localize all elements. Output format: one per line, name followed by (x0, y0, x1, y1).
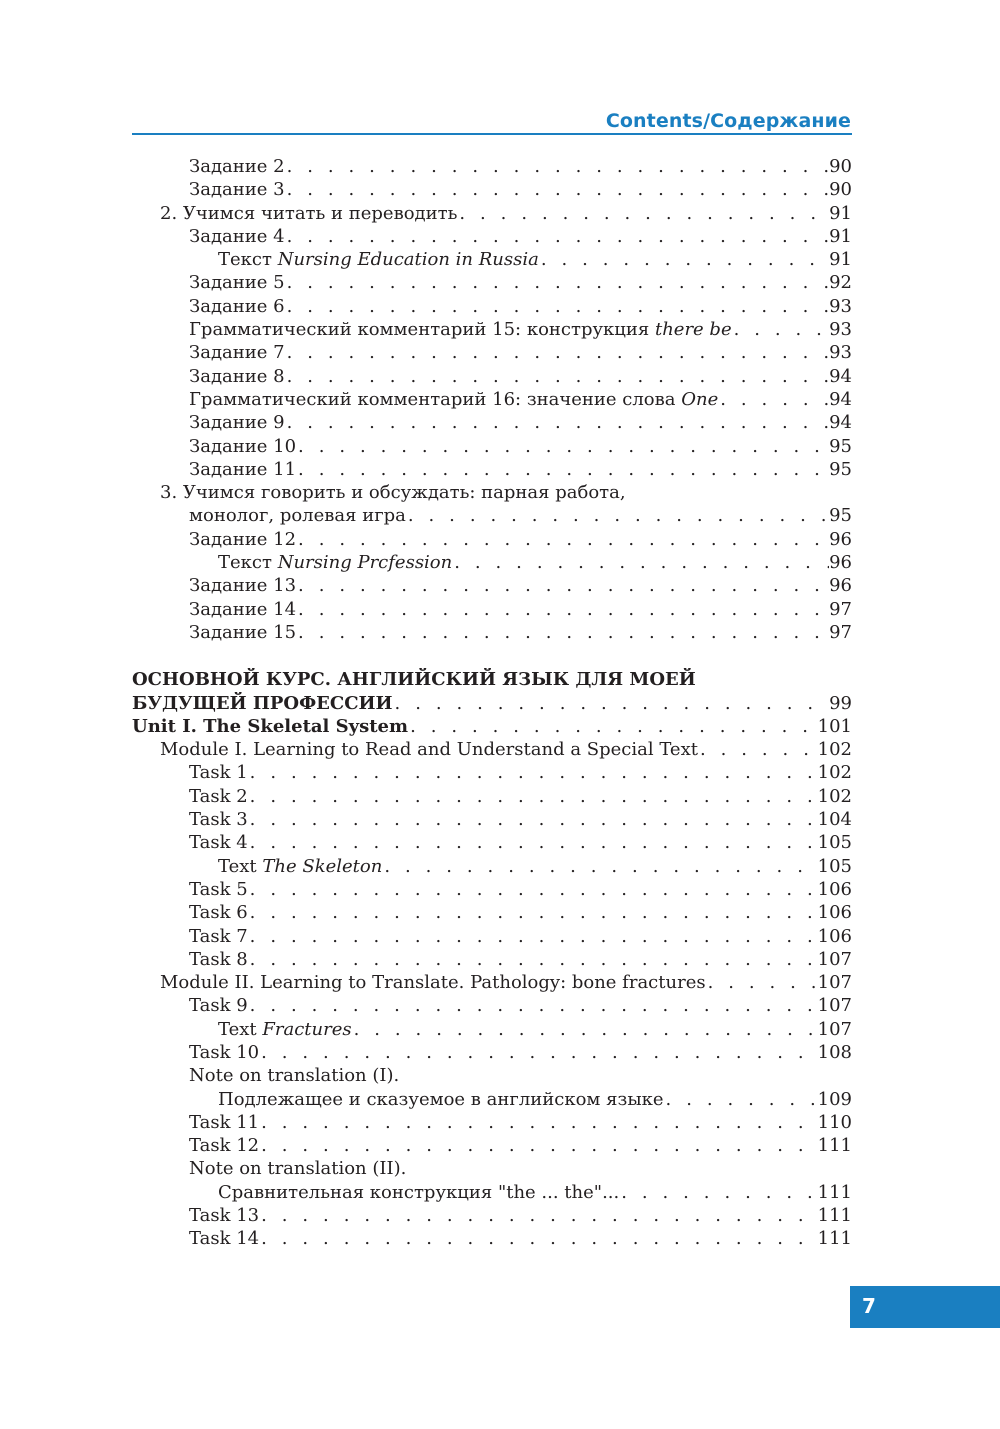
toc-entry-label-text: Task 11 (189, 1111, 260, 1133)
toc-entry-label (189, 318, 732, 341)
dot-leader (285, 271, 830, 294)
toc-entry-label-text: 2. Учимся читать и переводить (160, 202, 458, 224)
toc-entry-label (189, 341, 285, 364)
toc-entry[interactable] (132, 388, 852, 411)
dot-leader (259, 1204, 818, 1227)
toc-entry-page-number: 111 (817, 1181, 852, 1203)
dot-leader (248, 901, 818, 924)
toc-entry-label (132, 668, 696, 691)
toc-entry-label-text: Текст (218, 249, 272, 271)
toc-entry[interactable] (132, 1064, 852, 1087)
toc-entry-label (218, 551, 452, 574)
toc-entry-page-number: 105 (817, 855, 852, 877)
toc-entry[interactable] (132, 715, 852, 738)
toc-entry-label-text: Задание 7 (189, 342, 285, 364)
toc-entry-italic-title: The Skeleton (262, 855, 383, 877)
toc-entry[interactable] (132, 948, 852, 971)
toc-entry-label (160, 202, 457, 225)
toc-entry-label-text: Грамматический комментарий 16: значение слова (189, 388, 676, 410)
toc-entry-label-text: Task 14 (189, 1228, 260, 1250)
section-gap (132, 644, 852, 668)
toc-entry-page-number: 107 (817, 995, 852, 1017)
toc-entry[interactable] (132, 528, 852, 551)
toc-entry[interactable] (132, 202, 852, 225)
toc-entry-label-text: Задание 13 (189, 575, 297, 597)
toc-entry[interactable] (132, 668, 852, 691)
dot-leader (248, 785, 818, 808)
dot-leader (664, 1088, 818, 1111)
toc-entry-label-text: Note on translation (II). (189, 1158, 407, 1180)
toc-entry-label (189, 1064, 399, 1087)
toc-entry-page-number: 91 (829, 249, 852, 271)
toc-entry-page-number: 105 (817, 832, 852, 854)
dot-leader (296, 528, 829, 551)
dot-leader (285, 411, 830, 434)
dot-leader (285, 155, 830, 178)
toc-entry-label (218, 1181, 619, 1204)
toc-entry-label (189, 155, 285, 178)
toc-entry-page-number: 90 (829, 179, 852, 201)
toc-entry[interactable] (132, 971, 852, 994)
toc-entry-page-number: 93 (829, 295, 852, 317)
toc-entry-label (189, 785, 248, 808)
toc-entry-label (189, 295, 285, 318)
toc-entry-label (189, 925, 248, 948)
toc-entry-page-number: 109 (817, 1088, 852, 1110)
toc-entry-label-text: Задание 12 (189, 528, 297, 550)
toc-entry-label-text: 3. Учимся говорить и обсуждать: парная работа, (160, 482, 626, 504)
toc-entry-label (132, 692, 393, 715)
toc-entry-label-text: Text (218, 1018, 257, 1040)
toc-entry-label (189, 458, 296, 481)
toc-entry-label-text: Задание 8 (189, 365, 285, 387)
toc-entry-label-text: Задание 11 (189, 458, 297, 480)
toc-entry-label-text: БУДУЩЕЙ ПРОФЕССИИ (132, 692, 393, 714)
toc-entry-label-text: Text (218, 855, 257, 877)
toc-entry[interactable] (132, 598, 852, 621)
toc-entry-page-number: 94 (829, 412, 852, 434)
dot-leader (296, 458, 829, 481)
toc-entry-page-number: 94 (829, 388, 852, 410)
toc-entry-label (189, 1227, 259, 1250)
toc-entry-label-text: Задание 10 (189, 435, 297, 457)
toc-entry[interactable] (132, 1088, 852, 1111)
toc-entry-italic-title: Nursing Education in Russia (277, 249, 539, 271)
toc-entry-label (189, 878, 248, 901)
toc-entry-page-number: 97 (829, 598, 852, 620)
toc-entry-label-text: Task 7 (189, 925, 248, 947)
toc-entry-page-number: 90 (829, 156, 852, 177)
toc-entry[interactable] (132, 341, 852, 364)
dot-leader (259, 1111, 818, 1134)
dot-leader (296, 435, 829, 458)
toc-entry-label-text: Task 2 (189, 785, 248, 807)
toc-entry-page-number: 106 (817, 878, 852, 900)
toc-entry-label (189, 574, 296, 597)
dot-leader (259, 1041, 818, 1064)
toc-entry-label (189, 435, 296, 458)
toc-entry-label-text: ОСНОВНОЙ КУРС. АНГЛИЙСКИЙ ЯЗЫК ДЛЯ МОЕЙ (132, 669, 696, 691)
toc-entry-label (189, 621, 296, 644)
toc-entry-page-number: 96 (829, 552, 852, 574)
toc-entry[interactable] (132, 1111, 852, 1134)
toc-entry-label-text: Task 3 (189, 809, 248, 831)
toc-entry-page-number: 92 (829, 272, 852, 294)
toc-entry[interactable] (132, 155, 852, 178)
toc-entry[interactable] (132, 225, 852, 248)
running-header-title: Contents/Содержание (605, 110, 851, 132)
toc-entry-label (189, 831, 248, 854)
dot-leader (619, 1181, 817, 1204)
toc-entry-page-number: 91 (829, 202, 852, 224)
toc-entry-italic-title: there be (654, 319, 732, 341)
dot-leader (718, 388, 829, 411)
toc-entry-page-number: 107 (817, 948, 852, 970)
toc-entry-label (160, 481, 626, 504)
toc-entry-label (132, 715, 408, 738)
toc-entry-page-number: 93 (829, 319, 852, 341)
toc-entry[interactable] (132, 1204, 852, 1227)
toc-entry-label (189, 761, 248, 784)
toc-entry-label-text: Задание 4 (189, 225, 285, 247)
toc-entry-page-number: 102 (817, 762, 852, 784)
toc-entry-label-text: Task 13 (189, 1205, 260, 1227)
dot-leader (296, 621, 829, 644)
toc-entry-page-number: 106 (817, 925, 852, 947)
toc-entry-label (218, 1088, 664, 1111)
toc-entry[interactable] (132, 808, 852, 831)
toc-entry-label-text: Задание 9 (189, 412, 285, 434)
dot-leader (296, 574, 829, 597)
toc-entry-label (160, 738, 698, 761)
toc-entry[interactable] (132, 365, 852, 388)
toc-entry-label-text: Task 5 (189, 878, 248, 900)
toc-entry[interactable] (132, 271, 852, 294)
toc-entry-label-text: Сравнительная конструкция "the ... the"... (218, 1181, 620, 1203)
toc-entry[interactable] (132, 1181, 852, 1204)
toc-entry-page-number: 94 (829, 365, 852, 387)
toc-entry-page-number: 110 (817, 1111, 852, 1133)
dot-leader (706, 971, 818, 994)
dot-leader (248, 808, 818, 831)
toc-entry-label-text: Task 1 (189, 762, 248, 784)
toc-entry[interactable] (132, 1018, 852, 1041)
toc-entry-label (189, 808, 248, 831)
toc-entry-label (189, 388, 718, 411)
toc-entry-label-text: Задание 15 (189, 621, 297, 643)
dot-leader (393, 692, 830, 715)
toc-entry-page-number: 96 (829, 575, 852, 597)
toc-entry-label-text: Текст (218, 552, 272, 574)
toc-entry[interactable] (132, 994, 852, 1017)
toc-entry-page-number: 102 (817, 739, 852, 761)
toc-entry-label (189, 178, 285, 201)
toc-entry-label (189, 948, 248, 971)
toc-entry-label (189, 1204, 259, 1227)
toc-entry-page-number: 97 (829, 621, 852, 643)
dot-leader (296, 598, 829, 621)
toc-entry[interactable] (132, 692, 852, 715)
toc-entry-label-text: Module II. Learning to Translate. Pathology: bone fractures (160, 972, 706, 994)
toc-entry[interactable] (132, 295, 852, 318)
toc-entry-label (218, 855, 382, 878)
toc-entry[interactable] (132, 785, 852, 808)
toc-entry-label-text: Подлежащее и сказуемое в английском языке (218, 1088, 664, 1110)
toc-entry-label (189, 504, 406, 527)
toc-entry-label (189, 901, 248, 924)
toc-entry-page-number: 99 (829, 692, 852, 714)
toc-entry[interactable] (132, 318, 852, 341)
toc-entry-page-number: 95 (829, 505, 852, 527)
toc-entry[interactable] (132, 855, 852, 878)
toc-entry-label (189, 271, 285, 294)
toc-entry-label (218, 1018, 352, 1041)
toc-entry-label-text: Task 10 (189, 1041, 260, 1063)
dot-leader (452, 551, 829, 574)
toc-entry[interactable] (132, 411, 852, 434)
toc-entry-label-text: Task 12 (189, 1135, 260, 1157)
toc-entry-label (218, 248, 539, 271)
toc-entry-label (189, 365, 285, 388)
dot-leader (285, 365, 830, 388)
toc-entry[interactable] (132, 738, 852, 761)
toc-entry[interactable] (132, 1157, 852, 1180)
dot-leader (248, 925, 818, 948)
toc-entry-page-number: 108 (817, 1041, 852, 1063)
dot-leader (285, 341, 830, 364)
toc-entry-page-number: 96 (829, 528, 852, 550)
toc-entry-page-number: 111 (817, 1228, 852, 1250)
toc-entry[interactable] (132, 248, 852, 271)
header-rule (132, 133, 852, 135)
dot-leader (259, 1227, 818, 1250)
toc-entry-label-text: Note on translation (I). (189, 1065, 400, 1087)
toc-entry-label (160, 971, 706, 994)
dot-leader (248, 878, 818, 901)
toc-entry[interactable] (132, 761, 852, 784)
toc-entry[interactable] (132, 878, 852, 901)
toc-entry[interactable] (132, 458, 852, 481)
toc-entry-label (189, 225, 285, 248)
toc-entry-label (189, 528, 296, 551)
toc-entry-label (189, 1134, 259, 1157)
toc-entry[interactable] (132, 574, 852, 597)
toc-entry-page-number: 95 (829, 458, 852, 480)
toc-entry-page-number: 107 (817, 1018, 852, 1040)
toc-entry[interactable] (132, 435, 852, 458)
toc-entry-page-number: 95 (829, 435, 852, 457)
dot-leader (457, 202, 829, 225)
toc-entry-italic-title: One (681, 388, 719, 410)
toc-entry-label-text: Task 4 (189, 832, 248, 854)
toc-entry-italic-title: Fractures (262, 1018, 352, 1040)
toc-entry[interactable] (132, 504, 852, 527)
toc-entry-label-text: Module I. Learning to Read and Understand a Special Text (160, 739, 698, 761)
dot-leader (406, 504, 829, 527)
toc-entry-label-text: Task 6 (189, 902, 248, 924)
toc-entry[interactable] (132, 925, 852, 948)
toc-entry-page-number: 104 (817, 809, 852, 831)
dot-leader (285, 295, 830, 318)
toc-entry[interactable] (132, 621, 852, 644)
toc-entry-label-text: Грамматический комментарий 15: конструкция (189, 319, 650, 341)
toc-entry-page-number: 106 (817, 902, 852, 924)
toc-entry-label (189, 1041, 259, 1064)
toc-entry-label-text: Unit I. The Skeletal System (132, 715, 409, 737)
toc-entry[interactable] (132, 481, 852, 504)
dot-leader (285, 178, 830, 201)
table-of-contents (132, 155, 852, 1251)
toc-entry-page-number: 93 (829, 342, 852, 364)
toc-entry[interactable] (132, 178, 852, 201)
toc-entry[interactable] (132, 1227, 852, 1250)
toc-entry-label (189, 598, 296, 621)
toc-entry[interactable] (132, 1134, 852, 1157)
toc-entry-italic-title: Nursing Prcfession (277, 552, 453, 574)
dot-leader (248, 994, 818, 1017)
toc-entry-page-number: 101 (817, 715, 852, 737)
toc-entry-label (189, 1157, 406, 1180)
toc-entry-label-text: монолог, ролевая игра (189, 505, 406, 527)
toc-entry-page-number: 111 (817, 1135, 852, 1157)
dot-leader (698, 738, 818, 761)
toc-entry-page-number: 91 (829, 225, 852, 247)
dot-leader (259, 1134, 818, 1157)
dot-leader (285, 225, 830, 248)
toc-entry-label (189, 411, 285, 434)
toc-entry-page-number: 102 (817, 785, 852, 807)
dot-leader (732, 318, 829, 341)
dot-leader (248, 831, 818, 854)
toc-entry-label-text: Задание 2 (189, 156, 285, 177)
page-number: 7 (862, 1294, 876, 1318)
toc-entry-label (189, 994, 248, 1017)
dot-leader (539, 248, 829, 271)
dot-leader (408, 715, 818, 738)
toc-entry-label-text: Task 8 (189, 948, 248, 970)
toc-entry-page-number: 107 (817, 972, 852, 994)
dot-leader (352, 1018, 818, 1041)
dot-leader (382, 855, 817, 878)
dot-leader (248, 948, 818, 971)
toc-entry[interactable] (132, 551, 852, 574)
toc-entry[interactable] (132, 831, 852, 854)
toc-entry-label-text: Задание 14 (189, 598, 297, 620)
toc-entry-page-number: 111 (817, 1205, 852, 1227)
toc-entry-label-text: Задание 6 (189, 295, 285, 317)
toc-entry[interactable] (132, 1041, 852, 1064)
dot-leader (248, 761, 818, 784)
toc-entry-label (189, 1111, 259, 1134)
toc-entry[interactable] (132, 901, 852, 924)
toc-entry-label-text: Задание 5 (189, 272, 285, 294)
toc-entry-label-text: Задание 3 (189, 179, 285, 201)
toc-entry-label-text: Task 9 (189, 995, 248, 1017)
